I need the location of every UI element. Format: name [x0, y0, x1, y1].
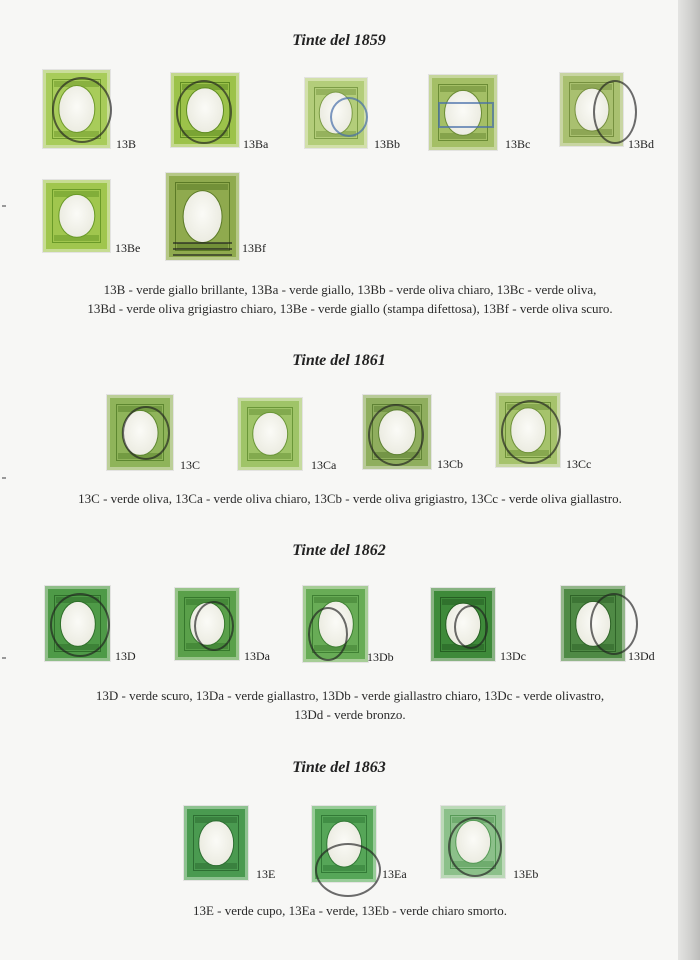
caption-1862-line1: 13D - verde scuro, 13Da - verde giallastro, 13Db - verde giallastro chiaro, 13Dc - verde olivastro, — [95, 688, 605, 703]
stamp-label: 13Be — [115, 241, 141, 255]
stamp-label: 13E — [256, 867, 276, 881]
binding-mark — [2, 657, 6, 659]
caption-1859-line1: 13B - verde giallo brillante, 13Ba - verde giallo, 13Bb - verde oliva chiaro, 13Bc - verde oliva, — [103, 282, 597, 297]
caption-1863-line1: 13E - verde cupo, 13Ea - verde, 13Eb - verde chiaro smorto. — [192, 903, 508, 918]
stamp-label: 13Bf — [242, 241, 266, 255]
section-title-1861: Tinte del 1861 — [292, 352, 386, 369]
stamp-label: 13Ca — [311, 458, 337, 472]
stamp-label: 13C — [180, 458, 201, 472]
stamp-label: 13B — [116, 137, 137, 151]
stamp-label: 13Bd — [628, 137, 655, 151]
stamp-label: 13D — [115, 649, 136, 663]
stamp-label: 13Da — [244, 649, 270, 663]
stamp-label: 13Bb — [374, 137, 401, 151]
stamp-label: 13Eb — [513, 867, 539, 881]
stamp-label: 13Bc — [505, 137, 531, 151]
stamp-label: 13Dc — [500, 649, 526, 663]
stamp-label: 13Dd — [628, 649, 655, 663]
caption-1859-line2: 13Bd - verde oliva grigiastro chiaro, 13Be - verde giallo (stampa difettosa), 13Bf - verde oliva scuro. — [87, 301, 613, 316]
page-edge — [678, 0, 700, 960]
stamp-label: 13Cb — [437, 457, 464, 471]
binding-mark — [2, 205, 6, 207]
stamp-label: 13Db — [367, 650, 394, 664]
stamp-label: 13Ea — [382, 867, 407, 881]
section-title-1859: Tinte del 1859 — [292, 32, 386, 49]
section-title-1862: Tinte del 1862 — [292, 542, 386, 559]
stamp-label: 13Cc — [566, 457, 592, 471]
caption-1861-line1: 13C - verde oliva, 13Ca - verde oliva chiaro, 13Cb - verde oliva grigiastro, 13Cc - verde oliva giallastro. — [78, 491, 622, 506]
caption-1862-line2: 13Dd - verde bronzo. — [294, 707, 406, 722]
binding-mark — [2, 477, 6, 479]
stamp-label: 13Ba — [243, 137, 269, 151]
section-title-1863: Tinte del 1863 — [292, 759, 386, 776]
